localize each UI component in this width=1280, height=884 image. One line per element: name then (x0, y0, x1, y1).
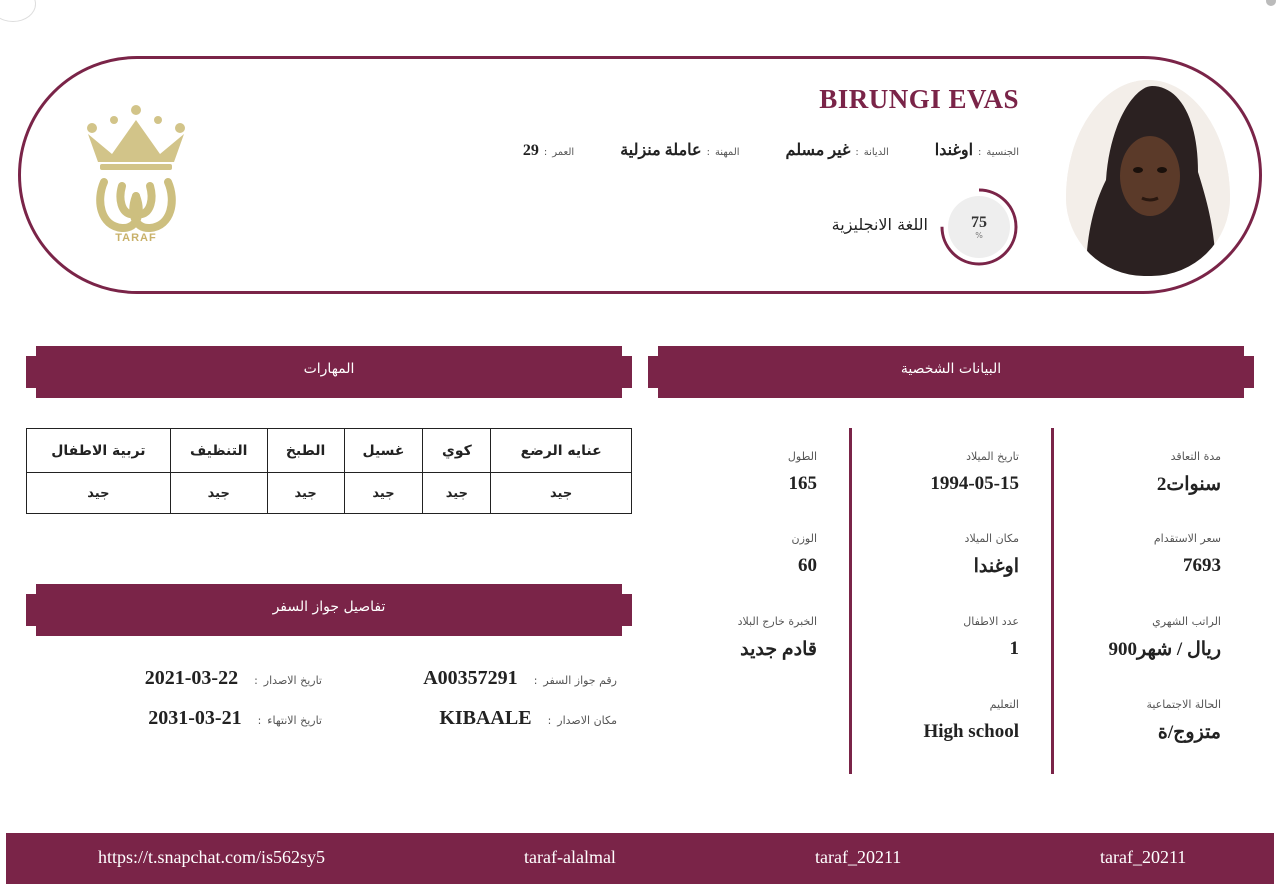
field-value: High school (923, 721, 1019, 742)
separator: : (257, 714, 262, 727)
skills-banner (26, 346, 632, 398)
field-label: الراتب الشهري (1152, 615, 1221, 628)
separator: : (706, 147, 710, 158)
column-divider (849, 428, 852, 774)
birth-place (965, 532, 1019, 578)
social-handle[interactable]: taraf_20211 (1100, 847, 1187, 867)
passport-number (423, 667, 617, 690)
field-value: قادم جديد (740, 639, 817, 660)
age-info (523, 142, 574, 160)
education (923, 698, 1019, 743)
passport-number-value: A00357291 (423, 667, 518, 689)
expiry-date (148, 707, 322, 730)
age-value: 29 (522, 142, 539, 159)
field-label: التعليم (989, 698, 1019, 711)
personal-data-banner (648, 346, 1254, 398)
monthly-salary (1109, 615, 1222, 661)
separator: : (547, 714, 552, 727)
skills-title: المهارات (303, 361, 355, 377)
taraf-logo-icon (82, 100, 190, 250)
marital-status (1146, 698, 1221, 744)
separator: : (978, 147, 982, 158)
nationality-info (935, 140, 1019, 160)
expiry-date-label: تاريخ الانتهاء (267, 714, 322, 727)
skills-table (26, 428, 632, 514)
skill-header: الطبخ (267, 429, 344, 473)
field-label: الخبرة خارج البلاد (737, 615, 817, 628)
issue-date (145, 667, 322, 690)
occupation-info (620, 140, 739, 160)
field-label: الطول (787, 450, 817, 463)
field-value: 2سنوات (1156, 474, 1221, 495)
contract-duration (1157, 450, 1221, 496)
field-value: 1994-05-15 (930, 473, 1019, 494)
scroll-indicator (1266, 0, 1276, 6)
field-value: اوغندا (973, 556, 1019, 577)
issue-date-value: 2021-03-22 (144, 667, 239, 689)
basic-info-row (477, 140, 1019, 160)
field-label: الوزن (791, 532, 817, 545)
social-handle[interactable]: taraf_20211 (815, 847, 902, 867)
field-label: مكان الميلاد (964, 532, 1019, 545)
issue-place-value: KIBAALE (439, 707, 532, 729)
age-label: العمر (552, 147, 575, 158)
separator: : (533, 674, 538, 687)
passport-title: تفاصيل جواز السفر (272, 599, 386, 615)
field-value: 1 (1009, 638, 1019, 659)
column-divider (1051, 428, 1054, 774)
skills-header-row (27, 429, 632, 473)
passport-number-label: رقم جواز السفر (543, 674, 617, 687)
issue-place-label: مكان الاصدار (557, 714, 617, 727)
recruitment-price (1154, 532, 1221, 577)
field-value: متزوج/ة (1157, 722, 1221, 743)
personal-data-title: البيانات الشخصية (900, 361, 1002, 377)
occupation-value: عاملة منزلية (620, 142, 702, 159)
corner-decoration (0, 0, 36, 22)
passport-banner (26, 584, 632, 636)
religion-label: الديانة (863, 147, 889, 158)
field-value: 900ريال / شهر (1108, 639, 1221, 660)
weight (792, 532, 817, 577)
footer-bar (6, 833, 1274, 884)
children-count (963, 615, 1019, 660)
nationality-label: الجنسية (986, 147, 1019, 158)
skill-header: غسيل (344, 429, 423, 473)
skill-level: جيد (170, 473, 267, 514)
height (788, 450, 817, 495)
skill-level: جيد (267, 473, 344, 514)
snapchat-link[interactable]: https://t.snapchat.com/is562sy5 (98, 847, 325, 867)
field-label: الحالة الاجتماعية (1146, 698, 1221, 711)
religion-info (786, 140, 889, 160)
issue-date-label: تاريخ الاصدار (263, 674, 322, 687)
field-value: 7693 (1183, 555, 1221, 576)
logo-text: TARAF (115, 232, 157, 244)
skill-level: جيد (491, 473, 632, 514)
percent-sign: % (975, 231, 983, 240)
field-label: تاريخ الميلاد (966, 450, 1019, 463)
field-label: سعر الاستقدام (1153, 532, 1221, 545)
experience-abroad (738, 615, 817, 661)
separator: : (254, 674, 258, 687)
birth-date (930, 450, 1019, 495)
separator: : (855, 147, 859, 158)
skill-level: جيد (27, 473, 171, 514)
field-value: 165 (788, 473, 817, 494)
skill-header: تربية الاطفال (27, 429, 171, 473)
religion-value: غير مسلم (785, 142, 851, 159)
skill-header: عنايه الرضع (491, 429, 632, 473)
skill-header: كوي (423, 429, 491, 473)
issue-place (439, 707, 617, 730)
skills-value-row (27, 473, 632, 514)
nationality-value: اوغندا (934, 142, 974, 159)
skill-header: التنظيف (170, 429, 267, 473)
english-level-value: 75 (971, 214, 987, 231)
field-label: عدد الاطفال (963, 615, 1019, 628)
occupation-label: المهنة (714, 147, 740, 158)
social-handle[interactable]: taraf-alalmal (524, 847, 616, 867)
expiry-date-value: 2031-03-21 (148, 707, 242, 729)
separator: : (543, 147, 548, 158)
field-value: 60 (798, 555, 817, 576)
field-label: مدة التعاقد (1170, 450, 1221, 463)
english-level-label: اللغة الانجليزية (831, 215, 928, 234)
skill-level: جيد (344, 473, 423, 514)
candidate-name: BIRUNGI EVAS (819, 84, 1019, 114)
skill-level: جيد (423, 473, 491, 514)
